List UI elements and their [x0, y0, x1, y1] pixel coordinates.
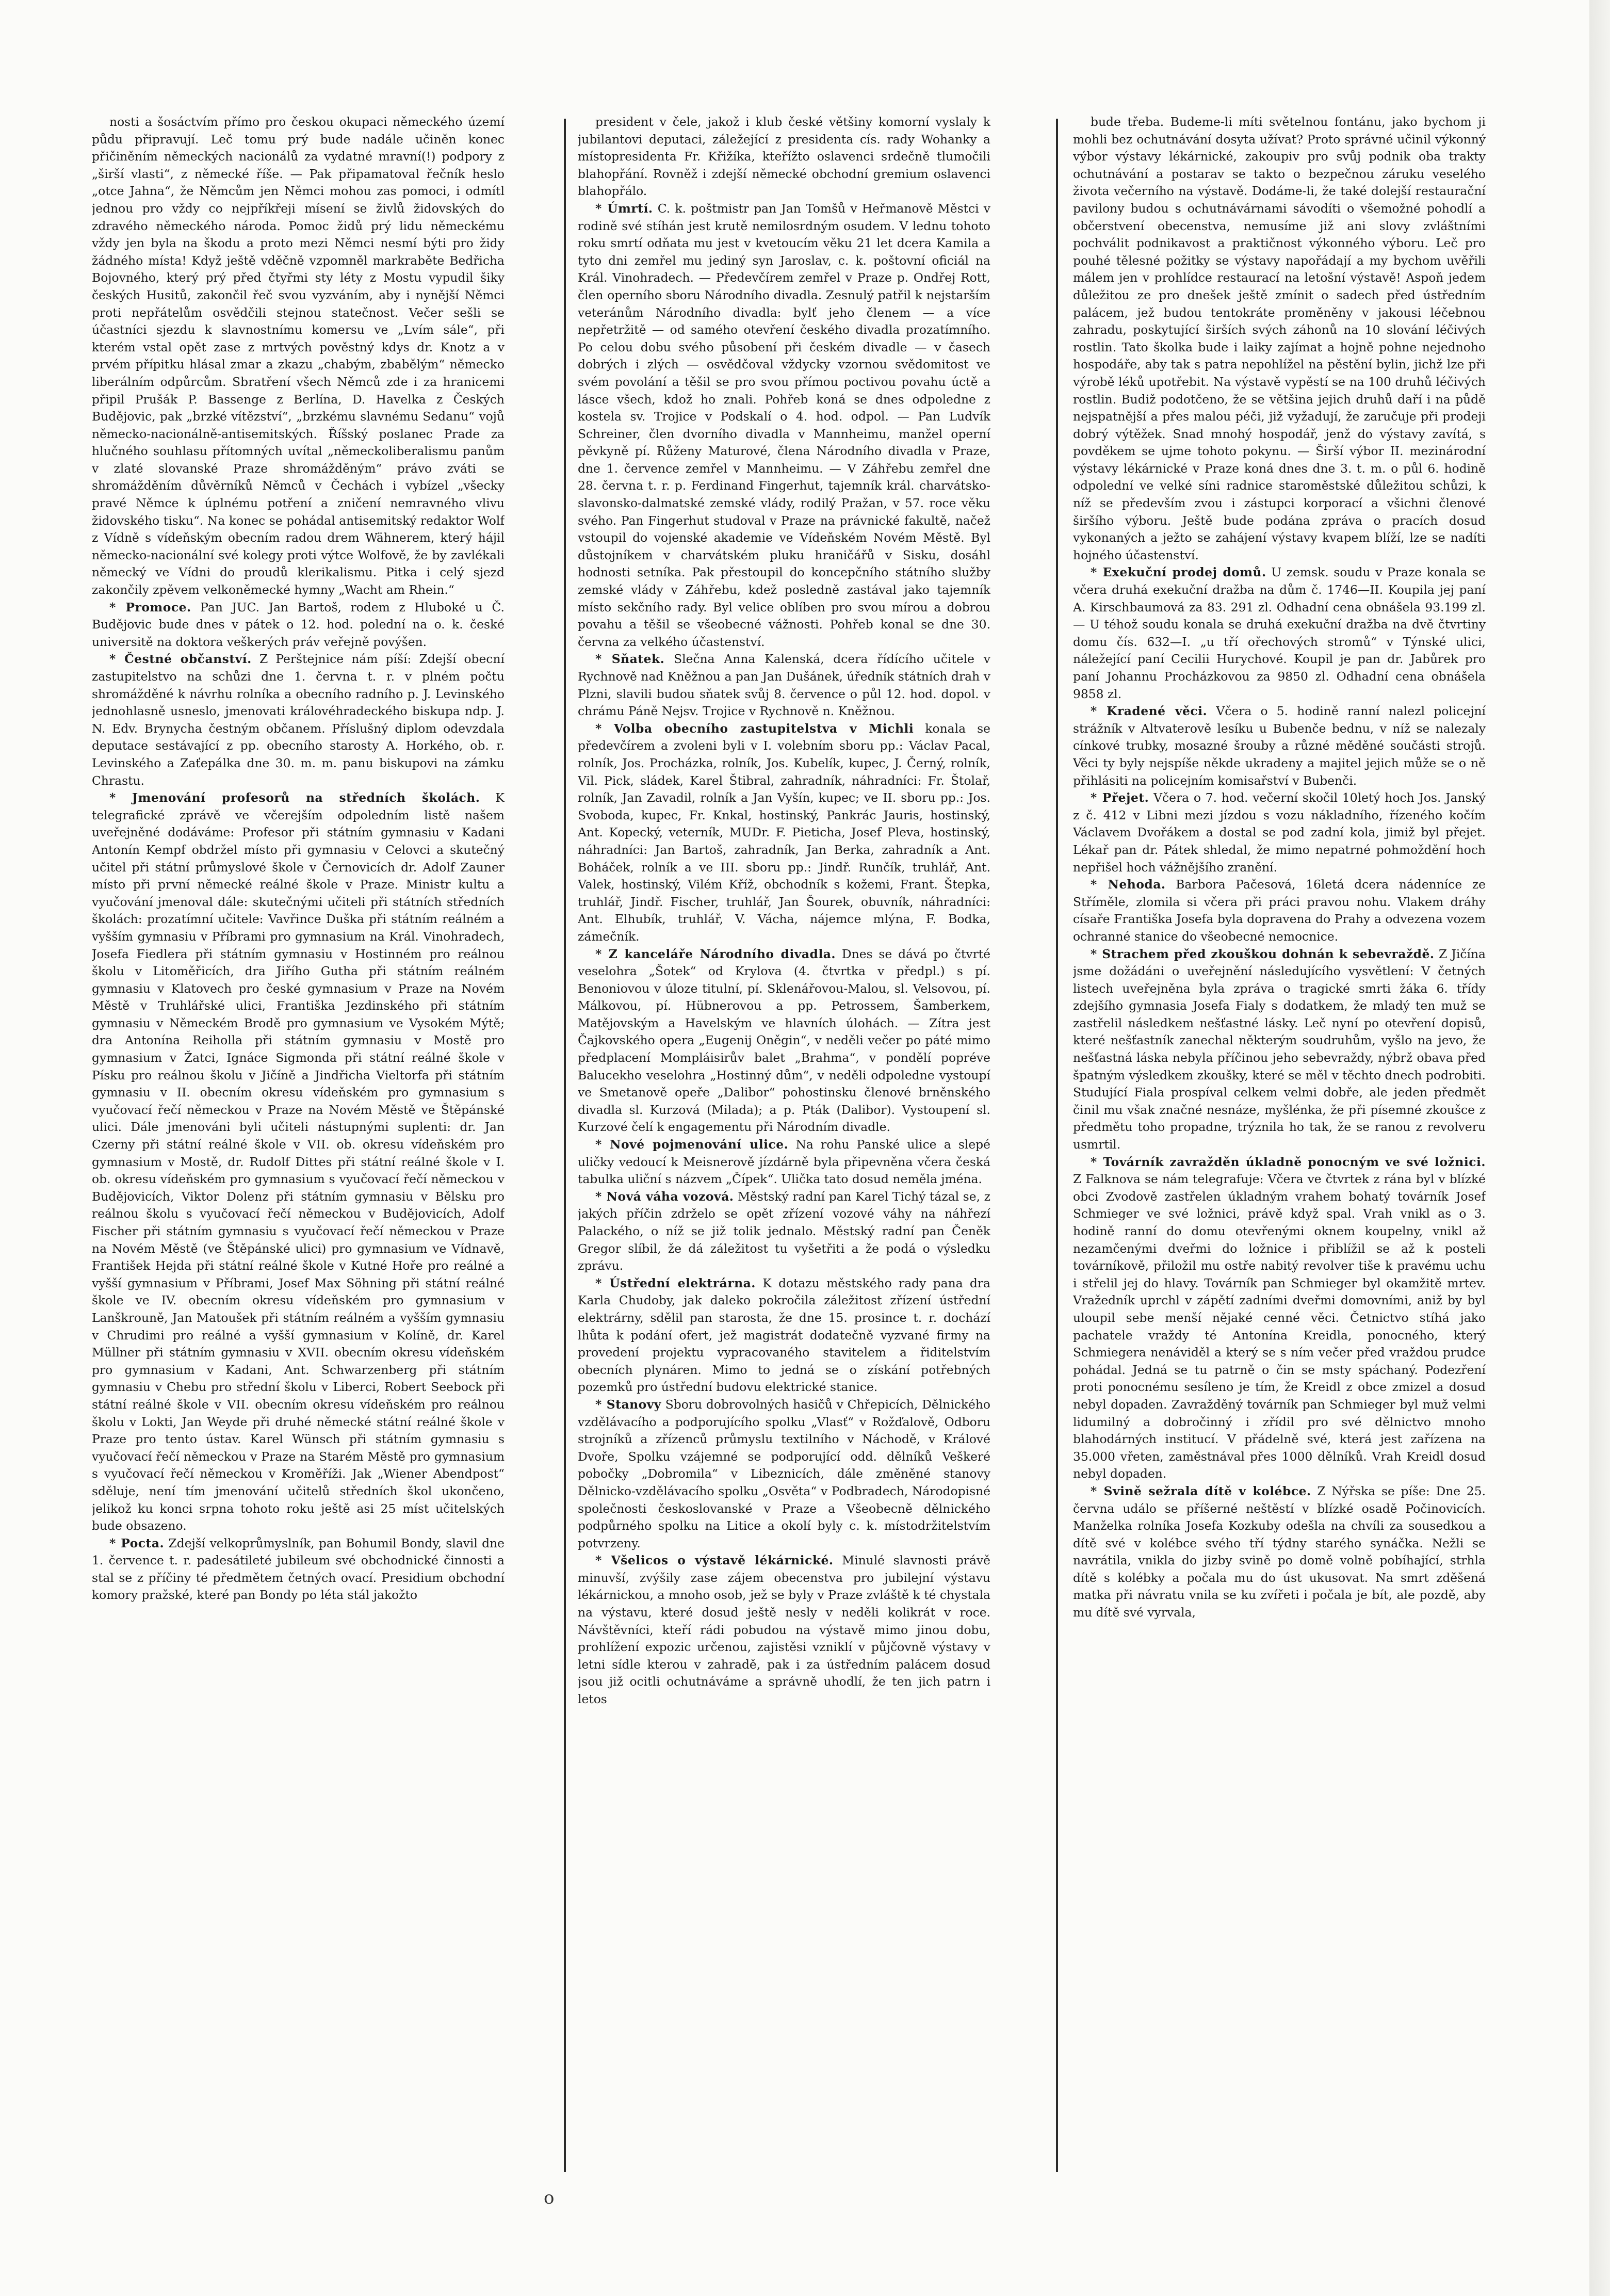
article-text: U zemsk. soudu v Praze konala se včera druhá exekuční dražba na dům č. 1746—II. Koupila jej paní A. Kirschbaumová za 83. 291 zl. Odhadní cena obnášela 93.199 zl. — U téhož soudu konala se druhá exekuční dražba na dvě čtvrtiny domu čís. 632—I. „u tří ořechových stromů“ v Týnské ulici, náležející paní Cecilii Hurychové. Koupil je pan dr. Jabůrek pro paní Johannu Procházkovou za 9850 zl. Odhadní cena obnášela 9858 zl.: [1073, 565, 1486, 701]
article-heading: * Ústřední elektrárna.: [595, 1275, 756, 1290]
article-text: Pan JUC. Jan Bartoš, rodem z Hluboké u Č. Budějovic bude dnes v pátek o 12. hod. polední na o. k. české universitě na doktora veškerých práv veřejně povýšen.: [92, 600, 505, 649]
column-divider-2: [1056, 119, 1058, 2172]
article-text: Z Jičína jsme dožádáni o uveřejnění následujícího vysvětlení: V četných listech uveřejněna byla zpráva o tragické smrti žáka 6. třídy zdejšího gymnasia Josefa Fialy s dodatkem, že mladý ten muž se zastřelil následkem nešťastné lásky. Leč nyní po otevření dopisů, které nešťastník zanechal některým soudruhům, vyšlo na jevo, že nešťastná láska nebyla příčinou jeho sebevraždy, nýbrž obava před špatným výsledkem zkoušky, které se měl v těchto dnech podrobiti. Studující Fiala prospíval celkem velmi dobře, ale jeden předmět činil mu však značné nesnáze, myšlénka, že při písemné zkoušce z předmětu toho propadne, trýznila ho tak, že se ranou z revolveru usmrtil.: [1073, 946, 1486, 1152]
article-paragraph: [578, 1275, 990, 1396]
article-text: Slečna Anna Kalenská, dcera řídícího učitele v Rychnově nad Kněžnou a pan Jan Dušánek, úředník státních drah v Plzni, slavili budou sňatek svůj 8. července o půl 12. hod. dopol. v chrámu Páně Nejsv. Trojice v Rychnově n. Kněžnou.: [578, 652, 990, 719]
article-paragraph: [1073, 1154, 1486, 1483]
article-heading: * Úmrtí.: [595, 201, 653, 216]
article-paragraph: [578, 1396, 990, 1552]
article-paragraph: [92, 651, 505, 789]
article-heading: * Všelicos o výstavě lékárnické.: [595, 1553, 834, 1568]
article-paragraph: [578, 114, 990, 200]
article-heading: * Jmenování profesorů na středních školách.: [109, 790, 480, 805]
article-paragraph: [1073, 703, 1486, 789]
article-heading: * Z kanceláře Národního divadla.: [595, 946, 836, 961]
article-paragraph: [1073, 946, 1486, 1154]
article-text: Dnes se dává po čtvrté veselohra „Šotek“ od Krylova (4. čtvrtka v předpl.) s pí. Benoniovou v úloze titulní, pí. Sklenářovou-Malou, sl. Velsovou, pí. Málkovou, pí. Hübnerovou a pp. Petrossem, Šamberkem, Matějovským a Havelským ve hlavních úlohách. — Zítra jest Čajkovského opera „Eugenij Oněgin“, v neděli večer po páté mimo předplacení Mompláisirův balet „Brahma“, v pondělí popréve Balucekho veselohra „Hostinný dům“, v neděli odpoledne vystoupí ve Smetanově opeře „Dalibor“ pohostinsku členové brněnského divadla sl. Kurzová (Milada); a p. Pták (Dalibor). Vystoupení sl. Kurzové čelí k engagementu při Národním divadle.: [578, 946, 990, 1135]
article-paragraph: [1073, 114, 1486, 564]
article-text: Na rohu Panské ulice a slepé uličky vedoucí k Meisnerově jízdárně byla připevněna včera česká tabulka uliční s názvem „Čípek“. Ulička tato dosud neměla jména.: [578, 1137, 990, 1187]
article-text: Zdejší velkoprůmyslník, pan Bohumil Bondy, slavil dne 1. července t. r. padesátileté jubileum své obchodnické činnosti a stal se z příčiny té předmětem četných ovací. Presidium obchodní komory pražské, které pan Bondy po léta stál jakožto: [92, 1535, 505, 1603]
article-paragraph: [578, 200, 990, 651]
article-paragraph: [578, 651, 990, 720]
article-text: Z Falknova se nám telegrafuje: Včera ve čtvrtek z rána byl v blízké obci Zvodově zastřelen úkladným vrahem bohatý továrník Josef Schmieger ve své ložnici, právě když spal. Vrah vnikl as o 3. hodině ranní do domu otevřenými oknem koupelny, vnikl až nezamčenými dveřmi do ložnice i přiblížil se až k posteli továrníkově, přiložil mu ostře nabitý revolver tiše k pravému uchu i střelil jej do hlavy. Továrník pan Schmieger byl okamžitě mrtev. Vražedník uprchl v zápětí zadními dveřmi domovními, aniž by byl uloupil sebe menší nějaké cenné věci. Četnictvo stíhá jako pachatele vraždy té Antonína Kreidla, ponocného, který Schmiegera nenáviděl a který se s ním večer před vraždou prudce pohádal. Jedná se tu patrně o čin se msty spáchaný. Podezření proti ponocnému sesíleno je tím, že Kreidl z obce zmizel a dosud nebyl dopaden. Zavražděný továrník pan Schmieger byl muž velmi lidumilný a dobročinný i zřídil pro své dělnictvo mnoho blahodárných institucí. V přádelně své, která jest zařízena na 35.000 vřeten, zaměstnával přes 1000 dělníků. Vrah Kreidl dosud nebyl dopaden.: [1073, 1172, 1486, 1481]
article-heading: * Kradené věci.: [1091, 704, 1208, 719]
article-heading: * Nová váha vozová.: [595, 1189, 734, 1204]
article-heading: * Přejet.: [1091, 790, 1149, 805]
article-text: president v čele, jakož i klub české většiny komorní vyslaly k jubilantovi deputaci, záležející z presidenta cís. rady Wohanky a místopresidenta Fr. Křižíka, kteřížto oslavenci srdečně tlumočili blahopřání. Rovněž i zdejší německé obchodní gremium oslavenci blahopřálo.: [578, 115, 990, 199]
article-heading: * Sňatek.: [595, 652, 665, 667]
article-paragraph: [92, 789, 505, 1535]
article-text: konala se předevčírem a zvoleni byli v I. volebním sboru pp.: Václav Pacal, rolník, Jos. Procházka, rolník, Jos. Kubelík, kupec, J. Černý, rolník, Vil. Pick, sládek, Karel Štibral, zahradník, náhradníci: Fr. Štolař, rolník, Jan Zavadil, rolník a Jan Vyšín, kupec; ve II. sboru pp.: Jos. Svoboda, kupec, Fr. Knkal, hostinský, Pankrác Jauris, hostinský, Ant. Kopecký, veterník, MUDr. F. Pieticha, Josef Pleva, hostinský, náhradníci: Jan Bartoš, zahradník, Jan Berka, zahradník a Ant. Boháček, rolník a ve III. sboru pp.: Jindř. Runčík, truhlář, Ant. Valek, hostinský, Vilém Kříž, obchodník s kožemi, Frant. Štepka, truhlář, Jindř. Fischer, truhlář, Jan Šourek, obuvník, náhradníci: Ant. Elhubík, truhlář, V. Vácha, nájemce mlýna, F. Bodka, zámečník.: [578, 721, 990, 944]
article-heading: * Stanovy: [595, 1397, 661, 1412]
article-paragraph: [578, 1552, 990, 1708]
article-paragraph: [92, 1535, 505, 1604]
article-text: Včera o 7. hod. večerní skočil 10letý hoch Jos. Janský z č. 412 v Libni mezi jízdou s vozu nákladního, řízeného kočím Václavem Dvořákem a dostal se pod zadní kola, jimiž byl přejet. Lékař pan dr. Pátek shledal, že mimo nepatrné pohmoždění hoch nepřišel hoch vážnějšího zranění.: [1073, 790, 1486, 875]
article-heading: * Promoce.: [109, 600, 191, 615]
article-heading: * Svině sežrala dítě v kolébce.: [1091, 1483, 1311, 1498]
article-paragraph: [578, 1136, 990, 1188]
article-heading: * Továrník zavražděn úkladně ponocným ve své ložnici.: [1091, 1154, 1486, 1169]
article-paragraph: [1073, 876, 1486, 945]
article-paragraph: [578, 946, 990, 1137]
article-text: Z Perštejnice nám píší: Zdejší obecní zastupitelstvo na schůzi dne 1. června t. r. v plném počtu shromážděné k návrhu rolníka a obecního radního p. J. Levinského jednohlasně usneslo, jmenovati královéhradeckého biskupa ndp. J. N. Edv. Brynycha čestným občanem. Příslušný diplom odevzdala deputace sestávající z pp. obecního starosty A. Horkého, ob. r. Levinského a Zaťepálka dne 30. m. m. panu biskupovi na zámku Chrastu.: [92, 652, 505, 788]
bottom-ornament: o: [544, 2188, 555, 2208]
article-heading: * Volba obecního zastupitelstva v Michli: [595, 721, 914, 736]
text-column-3: [1073, 114, 1486, 2208]
text-column-1: [92, 114, 505, 2208]
article-heading: * Čestné občanství.: [109, 652, 252, 667]
article-text: Minulé slavnosti právě minuvší, zvýšily zase zájem obecenstva pro jubilejní výstavu lékárnickou, a mnoho osob, jež se byly v Praze zvláště k té chystala na výstavu, které dosud ještě nesly v neděli kolikrát v roce. Návštěvníci, kteří rádi pobudou na výstavě mimo jinou dobu, prohlížení expozic určenou, zajistěsi vzniklí v půjčovně výstavy v letni sídle kterou v zahradě, pak i za ústředním palácem dosud jsou již ocitli ochutnáváme a správně uhodlí, že ten jich patrn i letos: [578, 1553, 990, 1707]
article-text: nosti a šosáctvím přímo pro českou okupaci německého území půdu připravují. Leč tomu prý bude nadále učiněn konec přičiněním německých nacionálů za vydatné mravní(!) podpory z „širší vlasti“, z německé říše. — Pak připamatoval řečník heslo „otce Jahna“, že Němcům jen Němci mohou zas pomoci, i odmítl jednou pro vždy co nejpříkřeji mísení se živlů židovských do zdravého německého národa. Pomoc židů prý lidu německému vždy jen byla na škodu a proto mezi Němci nesmí býti pro židy žádného místa! Když ještě vděčně vzpomněl markraběte Bedřicha Bojovného, který prý před čtyřmi sty léty z Mostu vypudil šiky českých Husitů, zakončil řeč svou vyzváním, aby i nynější Němci proti nepřátelům osvědčili stejnou statečnost. Večer sešli se účastníci sjezdu k slavnostnímu komersu ve „Lvím sále“, při kterém vstal opět zase z mrtvých pověstný kdys dr. Knotz a v prvém přípitku hlásal zmar a zkazu „chabým, zbabělým“ německo liberálním odpůrcům. Sbratření všech Němců zde i za hranicemi připil Prušák P. Bassenge z Berlína, D. Havelka z Českých Budějovic, pak „brzké vítězství“, „brzkému slavnému Sedanu“ vojů německo-nacionálně-antisemitských. Říšský poslanec Prade za hlučného souhlasu přítomných uvítal „německoliberalismu panům v zlaté slovanské Praze shromážděným“ právo zváti se shromážděním důvěrníků Němců v Čechách i vybízel „všecky pravé Němce k úplnému potření a zničení nemravného vlivu židovského tisku“. Na konec se pohádal antisemitský redaktor Wolf z Vídně s vídeňským obecním radou drem Wähnerem, který hájil německo-nacionální své kolegy proti výtce Wolfově, že by zavlékali německý ve Vídni do proudů klerikalismu. Pitka i celý sjezd zakončily zpěvem velkoněmecké hymny „Wacht am Rhein.“: [92, 115, 505, 597]
article-heading: * Nehoda.: [1091, 877, 1166, 892]
text-column-2: [578, 114, 990, 2208]
article-text: Z Nýřska se píše: Dne 25. června událo se příšerné neštěstí v blízké osadě Počinovicích. Manželka rolníka Josefa Kozkuby odešla na chvíli za sousedkou a dítě své v kolébce svého tří týdny starého synáčka. Nežli se navrátila, vnikla do jizby svině po domě volně pobíhající, strhla dítě s kolébky a počala mu do úst ukusovat. Na smrt zděšená matka při návratu vnila se ku zvířeti i počala je bít, ale pozdě, aby mu dítě své vyrvala,: [1073, 1483, 1486, 1620]
article-text: C. k. poštmistr pan Jan Tomšů v Heřmanově Městci v rodině své stíhán jest krutě nemilosrdným osudem. V lednu tohoto roku smrtí odňata mu jest v kvetoucím věku 21 let dcera Kamila a tyto dni zemřel mu jediný syn Jaroslav, c. k. poštovní oficiál na Král. Vinohradech. — Předevčírem zemřel v Praze p. Ondřej Rott, člen operního sboru Národního divadla. Zesnulý patřil k nejstarším veteránům Národního divadla: bylť jeho členem — a více nepřetržitě — od samého otevření českého divadla prozatímního. Po celou dobu svého působení při českém divadle — v časech dobrých i zlých — osvědčoval vždycky vzornou svědomitost ve svém povolání a těšil se pro svou přímou poctivou povahu úctě a lásce všech, kdož ho znali. Pohřeb koná se dnes odpoledne z kostela sv. Trojice v Podskalí o 4. hod. odpol. — Pan Ludvík Schreiner, člen dvorního divadla v Mannheimu, manžel operní pěvkyně pí. Růženy Maturové, člena Národního divadla v Praze, dne 1. července zemřel v Mannheimu. — V Záhřebu zemřel dne 28. června t. r. p. Ferdinand Fingerhut, tajemník král. charvátsko-slavonsko-dalmatské zemské vlády, rodilý Pražan, v 57. roce věku svého. Pan Fingerhut studoval v Praze na právnické fakultě, načež vstoupil do vojenské akademie ve Vídeňském Novém Městě. Byl důstojníkem v charvátském pluku hraničářů v Sisku, dosáhl hodnosti setníka. Pak přestoupil do koncepčního státního služby zemské vlády v Záhřebu, kdež posledně zastával jako tajemník místo sekčního rady. Byl velice oblíben pro svou mírou a dobrou povahu a těšil se všeobecné vážnosti. Pohřeb konal se dne 30. června za velkého účastenství.: [578, 201, 990, 649]
article-text: Barbora Pačesová, 16letá dcera nádenníce ze Stříměle, zlomila si včera při práci pravou nohu. Vlakem dráhy císaře Františka Josefa byla dopravena do Prahy a odvezena vozem ochranné stanice do všeobecné nemocnice.: [1073, 877, 1486, 944]
article-heading: * Strachem před zkouškou dohnán k sebevraždě.: [1091, 946, 1435, 961]
article-paragraph: [1073, 1483, 1486, 1622]
page-edge-shadow: [1589, 0, 1610, 2296]
article-text: Sboru dobrovolných hasičů v Chřepicích, Dělnického vzdělávacího a podporujícího spolku „Vlasť“ v Rožďalově, Odboru strojníků a zřízenců průmyslu textilního v Náchodě, v Králové Dvoře, Spolku vzájemné se podporující odd. dělníků Veškeré pobočky „Dobromila“ v Libeznicích, dále změněné stanovy Dělnicko-vzdělávacího spolku „Osvěta“ v Podbradech, Národopisné společnosti českoslovanské v Praze a Všeobecně dělnického podpůrného spolku na Litice a okolí byly c. k. místodržitelstvím potvrzeny.: [578, 1397, 990, 1550]
article-text: bude třeba. Budeme-li míti světelnou fontánu, jako bychom ji mohli bez ochutnávání dosyta užívat? Proto správné učinil výkonný výbor výstavy lékárnické, zakoupiv pro svůj podnik oba trakty ochutnávání a postarav se takto o bezpečnou záruku veselého života večerního na výstavě. Dodáme-li, že také dolejší restaurační pavilony budou s ochutnávárnami sávodíti o všemožné pohodlí a občerstvení obecenstva, nemusíme již ani slovy zvláštními pochválit podnikavost a praktičnost výkonného výboru. Leč pro pouhé tělesné požitky se výstavy napořádají a my bychom uvěřili málem jen v prohlídce restaurací na letošní výstavě! Aspoň jedem důležitou ze pro dnešek ještě zmínit o sadech před ústředním palácem, jež budou tentokráte proměněny v jakousi léčebnou zahradu, poskytující širších svých záhonů na 10 slování léčivých rostlin. Tato školka bude i laiky zajímat a hojně pohne nejednoho hospodáře, aby tak s patra nepohlížel na pěstění bylin, jichž lze při výrobě léků upotřebit. Na výstavě vypěstí se na 100 druhů léčivých rostlin. Budiž podotčeno, že se většina jejich druhů daří i na půdě nejspatnější a přes malou péči, již vyžadují, že zaručuje při prodeji dobrý výtěžek. Snad mnohý hospodář, jenž do výstavy zavítá, s povděkem se ujme tohoto pokynu. — Širší výbor II. mezinárodní výstavy lékárnické v Praze koná dnes dne 3. t. m. o půl 6. hodině odpolední ve velké síni radnice staroměstské důležitou schůzi, k níž se především zvou i zástupci korporací a všichni členové širšího výboru. Ještě bude podána zpráva o pracích dosud vykonaných a ježto se zahájení výstavy kvapem blíží, lze se nadíti hojného účastenství.: [1073, 115, 1486, 562]
article-paragraph: [578, 720, 990, 946]
article-paragraph: [578, 1188, 990, 1275]
article-paragraph: [1073, 564, 1486, 703]
article-text: Včera o 5. hodině ranní nalezl policejní strážník v Altvaterově lesíku u Bubenče bednu, v níž se nalezaly cínkové trubky, mosazné šrouby a různé měděné součásti strojů. Věci ty byly nejspíše někde ukradeny a majitel jejich může se o ně přihlásiti na policejním komisařství v Bubenči.: [1073, 704, 1486, 788]
article-paragraph: [92, 599, 505, 651]
article-text: Městský radní pan Karel Tichý tázal se, z jakých příčin zdrželo se opět zřízení vozové váhy na náhřezí Palackého, o níž se již tolik jednalo. Městský radní pan Čeněk Gregor slíbil, že dá záležitost tu vyšetřiti a že podá o výsledku zprávu.: [578, 1189, 990, 1273]
article-heading: * Pocta.: [109, 1535, 165, 1550]
article-paragraph: [92, 114, 505, 599]
article-heading: * Nové pojmenování ulice.: [595, 1137, 789, 1152]
article-heading: * Exekuční prodej domů.: [1091, 565, 1266, 580]
article-text: K dotazu městského rady pana dra Karla Chudoby, jak daleko pokročila záležitost zřízení ústřední elektrárny, sdělil pan starosta, že dne 15. prosince t. r. dochází lhůta k podání ofert, jež magistrát dodatečně vyzvané firmy na provedení projektu vypracovaného stavitelem a řiditelstvím obecních plynáren. Mimo to jedná se o získání potřebných pozemků pro ústřední budovu elektrické stanice.: [578, 1275, 990, 1395]
article-paragraph: [1073, 789, 1486, 876]
column-divider-1: [564, 119, 566, 2172]
article-text: K telegrafické zprávě ve včerejším odpoledním listě našem uveřejněné dodáváme: Profesor při státním gymnasiu v Kadani Antonín Kempf obdržel místo při gymnasiu v Celovci a skutečný učitel při státní průmyslové škole v Černovicích dr. Adolf Zauner místo při první německé reálné škole v Praze. Ministr kultu a vyučování jmenoval dále: skutečnými učiteli při státních středních školách: prozatímní učitele: Vavřince Duška při státním reálném a vyšším gymnasiu v Příbrami pro gymnasium na Král. Vinohradech, Josefa Fiedlera při státním gymnasiu v Hostinném pro reálnou školu v Litoměřicích, dra Jiřího Gutha při státním reálném gymnasiu v Klatovech pro české gymnasium v Praze na Novém Městě v Truhlářské ulici, Františka Jezdinského při státním gymnasiu v Německém Brodě pro gymnasium ve Vysokém Mýtě; dra Antonína Reiholla při státním gymnasiu v Mostě pro gymnasium v Žatci, Ignáce Sigmonda při státní reálné škole v Písku pro reálnou školu v Jičíně a Jindřicha Vieltorfa při státním gymnasiu v II. obecním okresu vídeňském pro gymnasium s vyučovací řečí německou v Praze na Novém Městě ve Štěpánské ulici. Dále jmenováni byli učiteli nástupnými suplenti: dr. Jan Czerny při státní reálné škole v VII. ob. okresu vídeňském pro gymnasium v Mostě, dr. Rudolf Dittes při státní reálné škole v I. ob. okresu vídeňském pro gymnasium s vyučovací řečí německou v Budějovicích, Viktor Dolenz při státním gymnasiu v Bělsku pro reálnou školu s vyučovací řečí německou v Budějovicích, Adolf Fischer při státním gymnasiu s vyučovací řečí německou v Praze na Novém Městě (ve Štěpánské ulici) pro gymnasium ve Vídnavě, František Hejda při státní reálné škole v Kutné Hoře pro reálné a vyšší gymnasium v Příbrami, Josef Max Söhning při státní reálné škole ve IV. obecním okresu vídeňském pro gymnasium v Lanškrouně, Jan Matoušek při státním reálném a vyšším gymnasiu v Chrudimi pro reálné a vyšší gymnasium v Kolíně, dr. Karel Müllner při státním gymnasiu v XVII. obecním okresu vídeňském pro gymnasium v Kadani, Ant. Schwarzenberg při státním gymnasiu v Chebu pro střední školu v Liberci, Robert Seebock při státní reálné škole v VII. obecním okresu vídeňském pro reálnou školu v Lokti, Jan Weyde při druhé německé státní reálné škole v Praze pro tento ústav. Karel Wünsch při státním gymnasiu s vyučovací řečí německou v Praze na Starém Městě pro gymnasium s vyučovací řečí německou v Kroměříži. Jak „Wiener Abendpost“ sděluje, není tím jmenování učitelů středních škol ukončeno, jelikož ku konci srpna tohoto roku ještě asi 25 míst učitelských bude obsazeno.: [92, 790, 505, 1533]
